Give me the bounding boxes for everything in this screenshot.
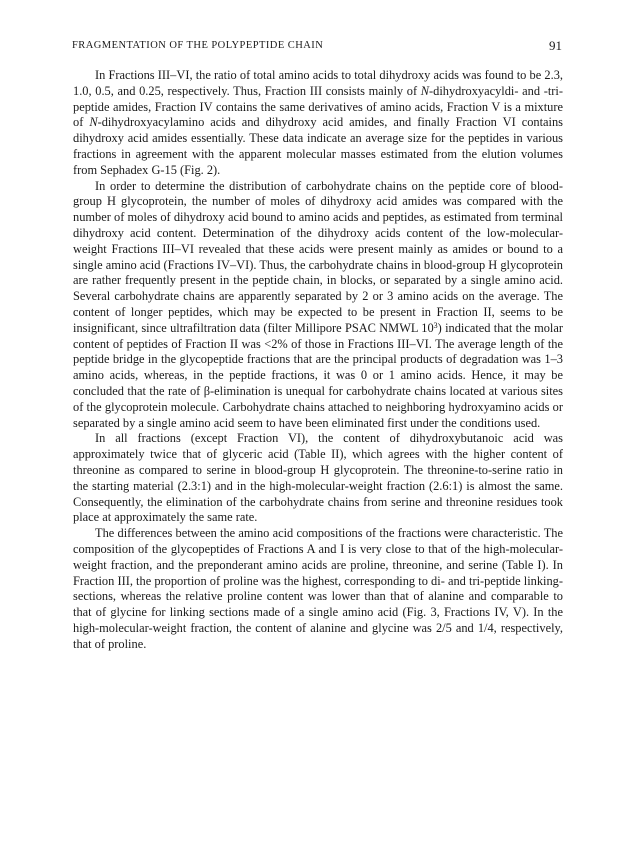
text-run: In all fractions (except Fraction VI), the content of dihydroxybutanoic acid was approximately twice that of glyceric acid (Table II), which agrees with the higher content of threonine as compared to serine in blood-group H glycoprotein. The threonine-to-serine ratio in the starting material (2.3:1) and in the high-molecular-weight fraction (2.6:1) is almost the same. Consequently, the elimination of the carbohydrate chains from serine and threonine residues took place at approximately the same rate. [73, 431, 563, 525]
text-run: -dihydroxyacyldi- and -tri-peptide amides, Fraction IV contains the same derivatives of amino acids, Fraction V is a mixture of [73, 83, 564, 130]
text-run: ) indicated that the molar content of peptides of Fraction II was <2% of those in Fractions III–VI. The average length of the peptide bridge in the glycopeptide fractions that are the principal products of degradation was 1–3 amino acids, whereas, in the peptide fractions, it was 0 or 1 amino acids. Hence, it may be concluded that the rate of β-elimination is unequal for carbohydrate chains located at various sites of the glycoprotein molecule. Carbohydrate chains attached to neighboring hydroxyamino acids or separated by a single amino acid seem to have been eliminated first under the conditions used. [73, 320, 563, 430]
text-run: In order to determine the distribution of carbohydrate chains on the peptide core of blood-group H glycoprotein, the number of moles of dihydroxy acid amides was compared with the number of moles of dihydroxy acid bound to amino acids and peptides, as estimated from terminal dihydroxy acid content. Determination of the dihydroxy acids content of the low-molecular-weight Fractions III–VI revealed that these acids were present mainly as amides or bound to a single amino acid (Fractions IV–VI). Thus, the carbohydrate chains in blood-group H glycoprotein are rather frequently present in the peptide chain, in blocks, or separated by a single amino acid. Several carbohydrate chains are apparently separated by 2 or 3 amino acids on the average. The content of longer peptides, which may be expected to be present in Fraction II, seems to be insignificant, since ultrafiltration data (filter Millipore PSAC NMWL 10 [73, 178, 563, 335]
paragraph [73, 431, 563, 526]
text-run: In Fractions III–VI, the ratio of total amino acids to total dihydroxy acids was found to be 2.3, 1.0, 0.5, and 0.25, respectively. Thus, Fraction III consists mainly of [73, 68, 563, 98]
italic-text: N [420, 83, 430, 98]
paragraph [73, 68, 563, 179]
running-header [72, 38, 562, 54]
page-number: 91 [549, 38, 562, 53]
text-run: The differences between the amino acid compositions of the fractions were characteristic. The composition of the glycopeptides of Fractions A and I is very close to that of the high-molecular-weight fraction, and the preponderant amino acids are proline, threonine, and serine (Table I). In Fraction III, the proportion of proline was the highest, corresponding to di- and tri-peptide linking-sections, whereas the relative proline content was lower than that of alanine and comparable to that of glycine for linking sections made of a single amino acid (Fig. 3, Fractions IV, V). In the high-molecular-weight fraction, the content of alanine and glycine was 2/5 and 1/4, respectively, that of proline. [73, 526, 563, 651]
italic-text: N [89, 115, 98, 130]
paragraph [73, 179, 563, 432]
superscript: 3 [433, 320, 438, 330]
text-run: -dihydroxyacylamino acids and dihydroxy acid amides, and finally Fraction VI contains dihydroxy acid amides essentially. These data indicate an average size for the peptides in various fractions in agreement with the apparent molecular masses estimated from the elution volumes from Sephadex G-15 (Fig. 2). [73, 115, 564, 177]
paragraph [73, 526, 563, 652]
body-text [73, 68, 563, 652]
running-title: FRAGMENTATION OF THE POLYPEPTIDE CHAIN [72, 40, 324, 51]
